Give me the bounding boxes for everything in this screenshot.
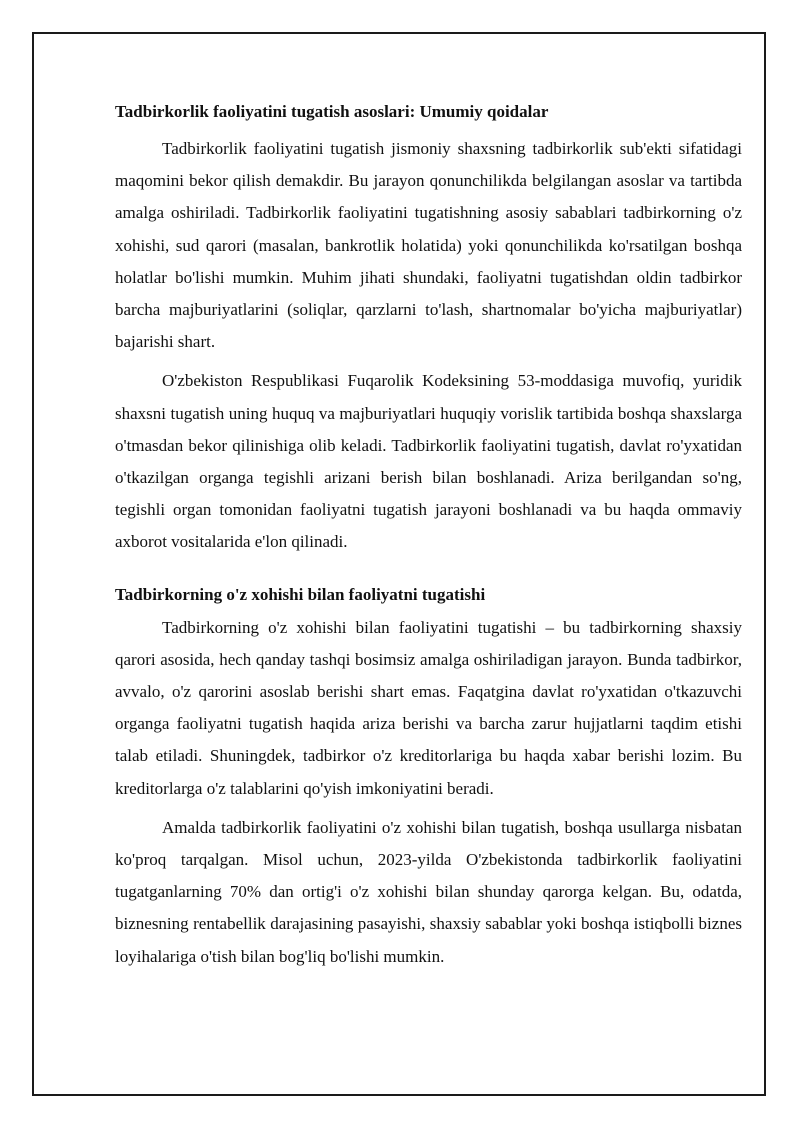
- section-heading: Tadbirkorning o'z xohishi bilan faoliyatni tugatishi: [115, 584, 486, 604]
- paragraph: O'zbekiston Respublikasi Fuqarolik Kodeksining 53-moddasiga muvofiq, yuridik shaxsni tugatish uning huquq va majburiyatlari huquqiy vorislik tartibida boshqa shaxslarga o'tmasdan bekor qilinishiga olib keladi. Tadbirkorlik faoliyatini tugatish, davlat ro'yxatidan o'tkazilgan organga tegishli arizani berish bilan boshlanadi. Ariza berilgandan so'ng, tegishli organ tomonidan faoliyatni tugatish jarayoni boshlanadi va bu haqda ommaviy axborot vositalarida e'lon qilinadi.: [115, 371, 742, 552]
- paragraph: Tadbirkorlik faoliyatini tugatish jismoniy shaxsning tadbirkorlik sub'ekti sifatidagi maqomini bekor qilish demakdir. Bu jarayon qonunchilikda belgilangan asoslar va tartibda amalga oshiriladi. Tadbirkorlik faoliyatini tugatishning asosiy sabablari tadbirkorning o'z xohishi, sud qarori (masalan, bankrotlik holatida) yoki qonunchilikda ko'rsatilgan boshqa holatlar bo'lishi mumkin. Muhim jihati shundaki, faoliyatni tugatishdan oldin tadbirkor barcha majburiyatlarini (soliqlar, qarzlarni to'lash, shartnomalar bo'yicha majburiyatlar) bajarishi shart.: [115, 139, 742, 352]
- document-body: [115, 96, 742, 973]
- section-heading: Tadbirkorlik faoliyatini tugatish asoslari: Umumiy qoidalar: [115, 102, 549, 121]
- paragraph: Tadbirkorning o'z xohishi bilan faoliyatini tugatishi – bu tadbirkorning shaxsiy qarori asosida, hech qanday tashqi bosimsiz amalga oshiriladigan jarayon. Bunda tadbirkor, avvalo, o'z qarorini asoslab berishi shart emas. Faqatgina davlat ro'yxatidan o'tkazuvchi organga faoliyatni tugatish haqida ariza berishi va barcha zarur hujjatlarni taqdim etishi talab etiladi. Shuningdek, tadbirkor o'z kreditorlariga bu haqda xabar berishi lozim. Bu kreditorlarga o'z talablarini qo'yish imkoniyatini beradi.: [115, 617, 742, 798]
- paragraph: Amalda tadbirkorlik faoliyatini o'z xohishi bilan tugatish, boshqa usullarga nisbatan ko'proq tarqalgan. Misol uchun, 2023-yilda O'zbekistonda tadbirkorlik faoliyatini tugatganlarning 70% dan ortig'i o'z xohishi bilan shunday qarorga kelgan. Bu, odatda, biznesning rentabellik darajasining pasayishi, shaxsiy sabablar yoki boshqa istiqbolli biznes loyihalariga o'tish bilan bog'liq bo'lishi mumkin.: [115, 817, 742, 966]
